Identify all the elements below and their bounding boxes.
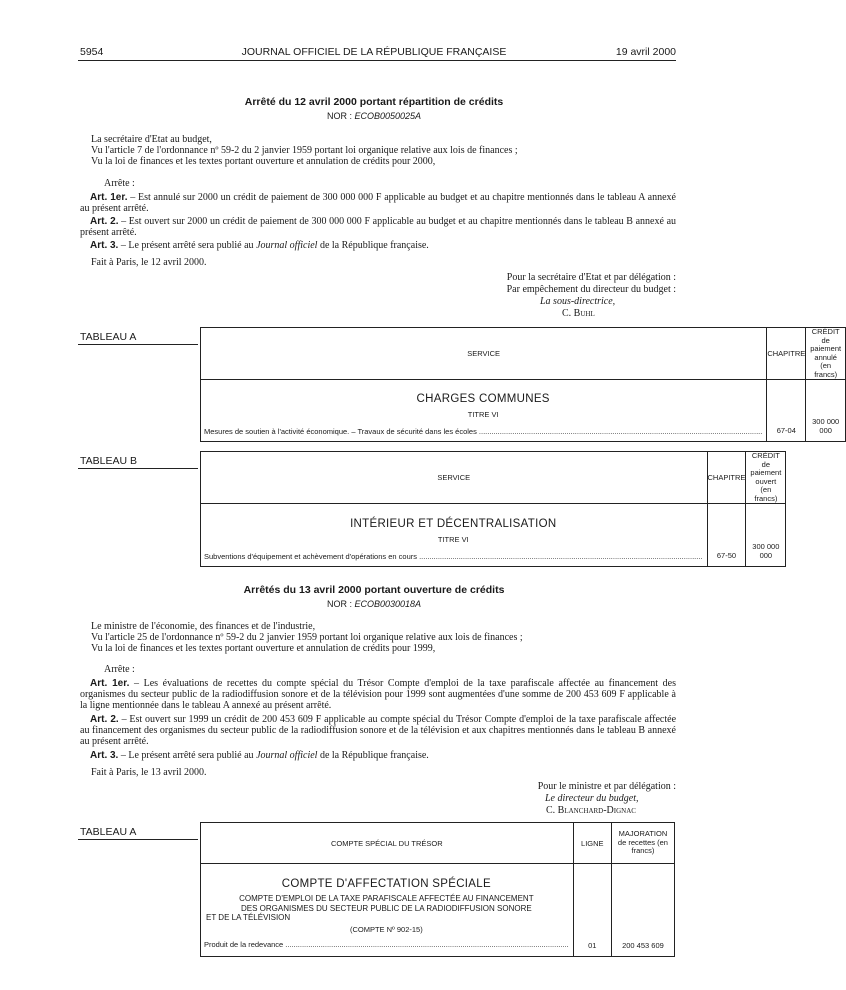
tableau-a1-label: TABLEAU A — [80, 331, 137, 343]
row-amount: 300 000 000 — [746, 504, 786, 567]
arrete2-art2: Art. 2. – Est ouvert sur 1999 un crédit de 200 453 609 F applicable au compte spécial du Trésor Compte d'emploi de la taxe parafiscale affectée au financement des organismes du secteur public de la radiodiffusion sonore et de la télévision et aux chapitres mentionnés dans le tableau B annexé au présent arrêté. — [80, 714, 677, 747]
compte-number: (COMPTE Nº 902-15) — [349, 924, 423, 934]
journal-title: JOURNAL OFFICIEL DE LA RÉPUBLIQUE FRANÇAISE — [241, 46, 507, 58]
arrete2-art1: Art. 1er. – Les évaluations de recettes du compte spécial du Trésor Compte d'emploi de la taxe parafiscale affectée au financement des organismes du secteur public de la radiodiffusion sonore et de la télévision pour 1999 sont augmentées d'une somme de 200 453 609 F applicable à la ligne mentionnée dans le tableau A annexé au présent arrêté. — [80, 678, 676, 711]
arrete2-title: Arrêtés du 13 avril 2000 portant ouverture de crédits — [243, 584, 505, 596]
arrete1-fait: Fait à Paris, le 12 avril 2000. — [91, 257, 207, 268]
col-service-header: SERVICE — [201, 328, 767, 380]
arrete2-intro-1: Le ministre de l'économie, des finances et de l'industrie, — [91, 621, 316, 632]
arrete1-nor-code: ECOB0050025A — [354, 111, 422, 121]
tableau-a2-rule — [78, 839, 198, 840]
service-cell — [201, 504, 708, 567]
arrete2-arrete: Arrête : — [104, 664, 135, 675]
arrete2-nor-code: ECOB0030018A — [354, 599, 422, 609]
arrete2-art3: Art. 3. – Le présent arrêté sera publié au Journal officiel de la République française. — [90, 750, 429, 761]
header-rule — [78, 60, 676, 61]
col-ligne-header: LIGNE — [573, 823, 611, 864]
row-ligne: 01 — [573, 864, 611, 957]
compte-description: COMPTE D'EMPLOI DE LA TAXE PARAFISCALE AFFECTÉE AU FINANCEMENT DES ORGANISMES DU SECTEUR PUBLIC DE LA RADIODIFFUSION SONORE ET DE LA TÉLÉVISION — [206, 894, 534, 922]
col-compte-header: COMPTE SPÉCIAL DU TRÉSOR — [201, 823, 574, 864]
arrete1-sig-3: La sous-directrice, — [540, 296, 616, 307]
arrete1-sig-1: Pour la secrétaire d'Etat et par délégation : — [506, 272, 676, 283]
tableau-a2-table — [200, 822, 675, 957]
col-service-header: SERVICE — [201, 452, 708, 504]
compte-cell — [201, 864, 574, 957]
arrete2-nor: NOR : ECOB0030018A — [326, 599, 422, 609]
table-row-label: Subventions d'équipement et achèvement d'opérations en cours ..... — [204, 552, 703, 561]
col-chapitre-header: CHAPITRE — [707, 452, 746, 504]
arrete1-art3: Art. 3. – Le présent arrêté sera publié au Journal officiel de la République française. — [90, 240, 429, 251]
arrete1-title: Arrêté du 12 avril 2000 portant répartition de crédits — [244, 96, 504, 108]
arrete2-sig-2: Le directeur du budget, — [545, 793, 639, 804]
row-amount: 300 000 000 — [806, 380, 846, 442]
arrete1-sig-4: C. Buhl — [562, 308, 595, 319]
row-chapitre: 67-04 — [767, 380, 806, 442]
arrete1-nor: NOR : ECOB0050025A — [326, 111, 422, 121]
col-majoration-header: MAJORATION de recettes (en francs) — [611, 823, 674, 864]
arrete1-intro-3: Vu la loi de finances et les textes portant ouverture et annulation de crédits pour 2000, — [91, 156, 436, 167]
arrete1-art2: Art. 2. – Est ouvert sur 2000 un crédit de paiement de 300 000 000 F applicable au budget et au chapitre mentionnés dans le tableau B annexé au présent arrêté. — [80, 216, 677, 238]
arrete2-fait: Fait à Paris, le 13 avril 2000. — [91, 767, 207, 778]
section-title: INTÉRIEUR ET DÉCENTRALISATION — [350, 518, 557, 530]
tableau-a1-rule — [78, 344, 198, 345]
titre-label: TITRE VI — [467, 410, 499, 419]
row-amount: 200 453 609 — [611, 864, 674, 957]
arrete2-intro-3: Vu la loi de finances et les textes portant ouverture et annulation de crédits pour 1999, — [91, 643, 436, 654]
arrete1-sig-2: Par empêchement du directeur du budget : — [506, 284, 676, 295]
arrete2-sig-1: Pour le ministre et par délégation : — [537, 781, 676, 792]
col-credit-header: CRÉDIT de paiement ouvert (en francs) — [746, 452, 786, 504]
tableau-a1-table — [200, 327, 846, 442]
tableau-b1-table — [200, 451, 786, 567]
arrete1-intro-1: La secrétaire d'Etat au budget, — [91, 134, 212, 145]
section-title: COMPTE D'AFFECTATION SPÉCIALE — [281, 878, 491, 890]
arrete1-arrete: Arrête : — [104, 178, 135, 189]
arrete1-art1: Art. 1er. – Est annulé sur 2000 un crédit de paiement de 300 000 000 F applicable au budget et au chapitre mentionnés dans le tableau A annexé au présent arrêté. — [80, 192, 676, 214]
tableau-b1-rule — [78, 468, 198, 469]
row-chapitre: 67-50 — [707, 504, 746, 567]
col-credit-header: CRÉDIT de paiement annulé (en francs) — [806, 328, 846, 380]
page-date: 19 avril 2000 — [615, 46, 676, 58]
tableau-b1-label: TABLEAU B — [80, 455, 137, 467]
table-row-label: Produit de la redevance ..... — [204, 940, 569, 949]
arrete2-intro-2: Vu l'article 25 de l'ordonnance nº 59-2 du 2 janvier 1959 portant loi organique relative aux lois de finances ; — [91, 632, 523, 643]
table-row-label: Mesures de soutien à l'activité économique. – Travaux de sécurité dans les écoles ..... — [204, 427, 762, 436]
section-title: CHARGES COMMUNES — [416, 393, 550, 405]
tableau-a2-label: TABLEAU A — [80, 826, 137, 838]
col-chapitre-header: CHAPITRE — [767, 328, 806, 380]
arrete1-intro-2: Vu l'article 7 de l'ordonnance nº 59-2 du 2 janvier 1959 portant loi organique relative aux lois de finances ; — [91, 145, 518, 156]
titre-label: TITRE VI — [437, 535, 469, 544]
page-number: 5954 — [80, 46, 104, 58]
arrete2-sig-3: C. Blanchard-Dignac — [546, 805, 636, 816]
service-cell — [201, 380, 767, 442]
